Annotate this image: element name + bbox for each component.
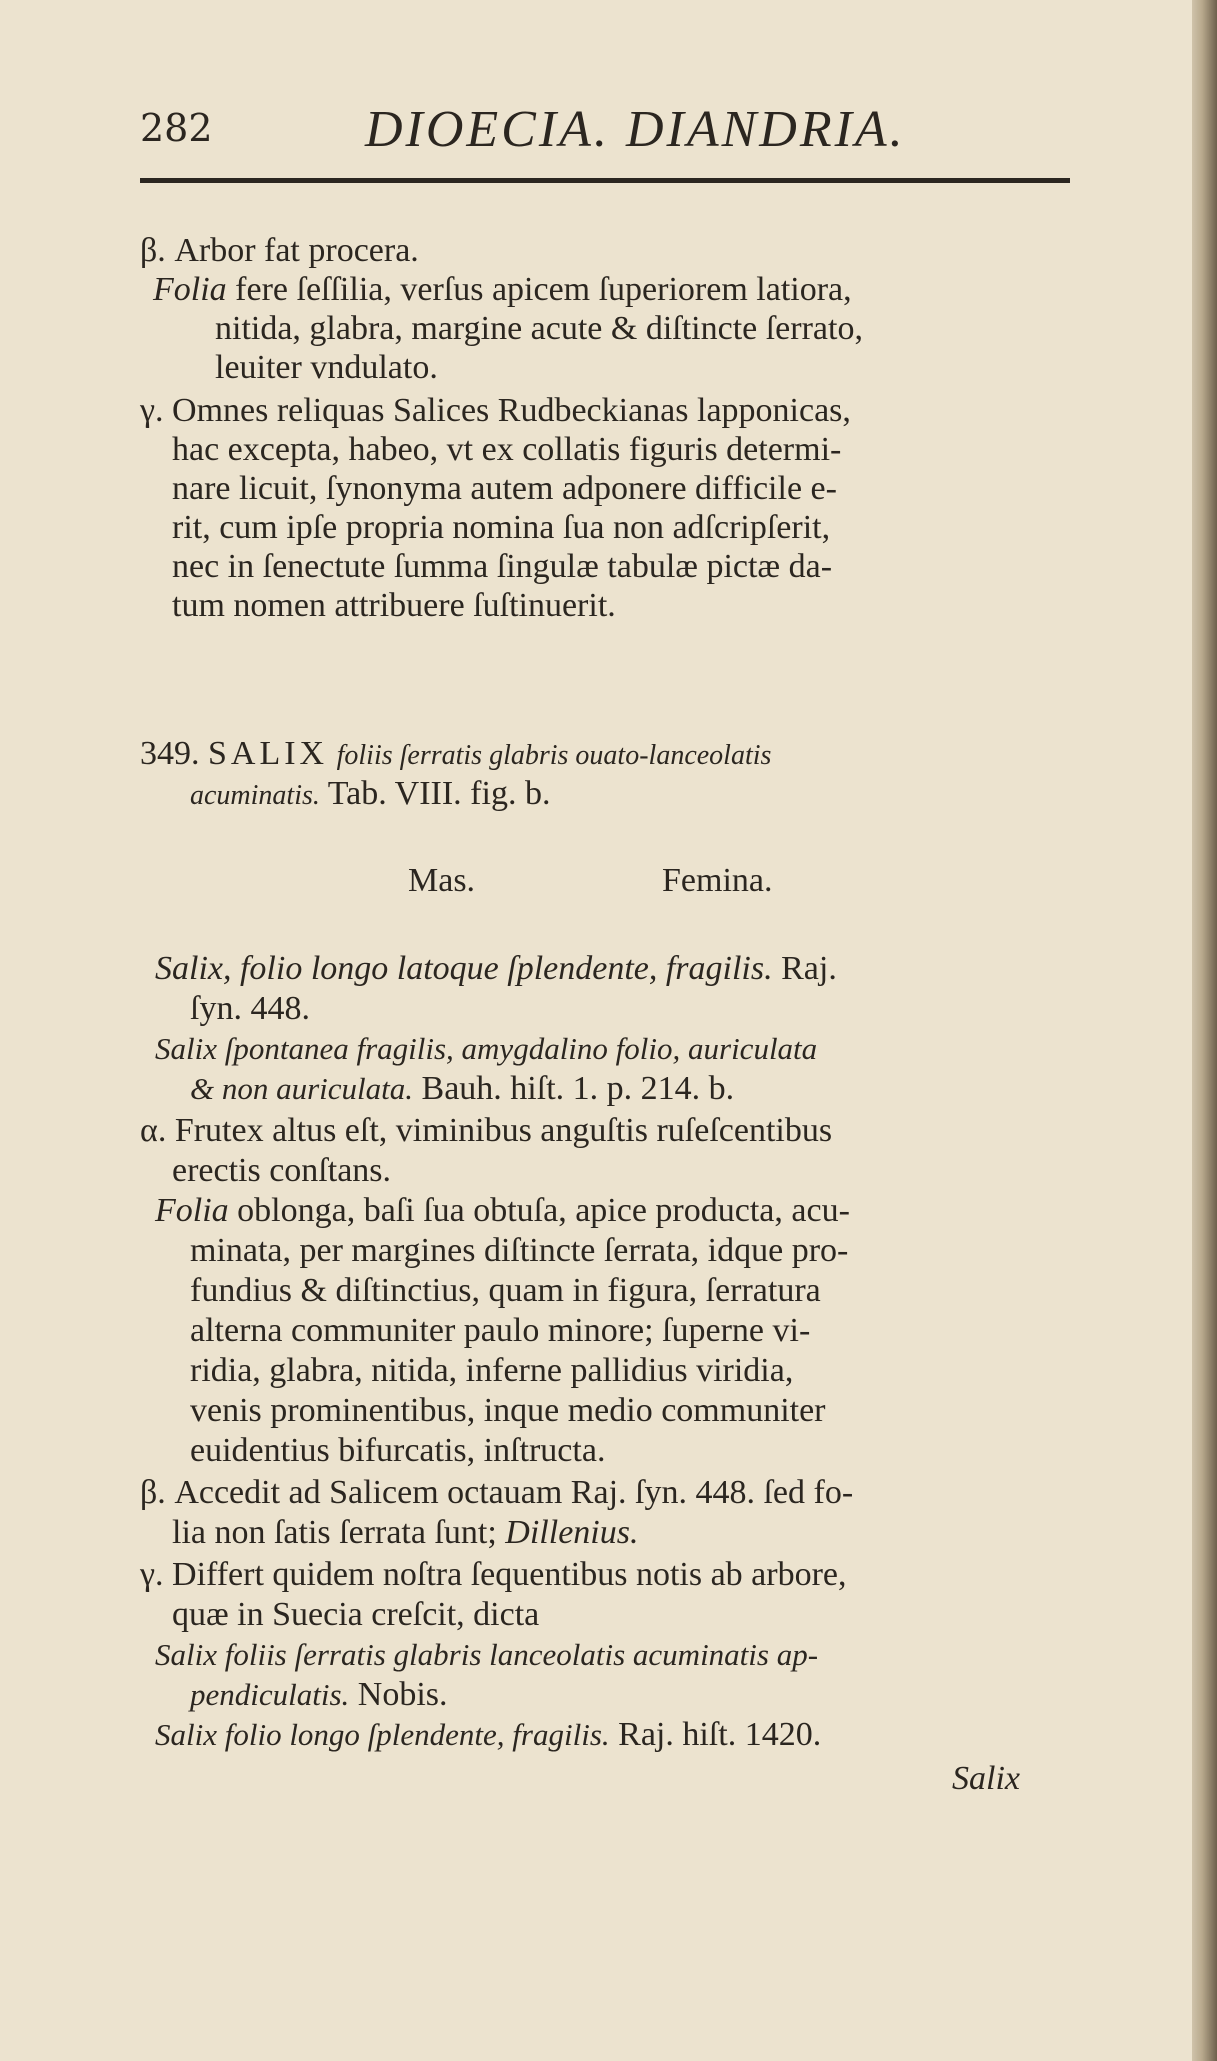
synonym-line: Salix, folio longo latoque ſplendente, fragilis. Raj. (155, 950, 837, 987)
sex-label-female: Femina. (662, 862, 773, 899)
text-line: minata, per margines diſtincte ſerrata, idque pro- (190, 1232, 849, 1269)
text-line: pendiculatis. Nobis. (190, 1676, 448, 1713)
plate-reference: Tab. VIII. fig. b. (327, 775, 551, 812)
text-line: ridia, glabra, nitida, inferne pallidius viridia, (190, 1352, 794, 1389)
text-line: quæ in Suecia creſcit, dicta (172, 1596, 540, 1633)
text-line: hac excepta, habeo, vt ex collatis figuris determi- (172, 431, 842, 468)
text-line: α. Frutex altus eſt, viminibus anguſtis ruſeſcentibus (140, 1112, 833, 1149)
text-line: euidentius bifurcatis, inſtructa. (190, 1432, 606, 1469)
sex-label-male: Mas. (408, 862, 476, 899)
text-line: nitida, glabra, margine acute & diſtincte ſerrato, (215, 310, 863, 347)
text-line: nec in ſenectute ſumma ſingulæ tabulæ pictæ da- (172, 548, 833, 585)
variety-marker: α. (140, 1112, 167, 1149)
text-line: rit, cum ipſe propria nomina ſua non adſcripſerit, (172, 509, 831, 546)
text-line: γ. Differt quidem noſtra ſequentibus notis ab arbore, (140, 1556, 847, 1593)
text-line: Salix foliis ſerratis glabris lanceolatis acuminatis ap- (155, 1637, 819, 1672)
text-line: fundius & diſtinctius, quam in figura, ſerratura (190, 1272, 821, 1309)
text-line: Folia fere ſeſſilia, verſus apicem ſuperiorem latiora, (153, 271, 852, 308)
genus-name: SALIX (208, 735, 329, 772)
book-edge (1192, 0, 1217, 2061)
author-name: Dillenius. (505, 1514, 639, 1551)
text-line: ſyn. 448. (190, 990, 310, 1027)
text-line: & non auriculata. Bauh. hiſt. 1. p. 214. b. (190, 1070, 735, 1107)
variety-marker: β. (140, 232, 166, 269)
text-line: nare licuit, ſynonyma autem adponere difficile e- (172, 470, 837, 507)
text-line: erectis conſtans. (172, 1152, 392, 1189)
text-line: Folia oblonga, baſi ſua obtuſa, apice producta, acu- (155, 1192, 850, 1229)
synonym-line: Salix ſpontanea fragilis, amygdalino folio, auriculata (155, 1031, 818, 1066)
variety-marker: γ. (140, 1556, 164, 1593)
species-entry-heading: 349. SALIX foliis ſerratis glabris ouato-lanceolatis (140, 735, 772, 772)
text-line: acuminatis. Tab. VIII. fig. b. (190, 775, 551, 812)
text-line: tum nomen attribuere ſuſtinuerit. (172, 587, 616, 624)
text-line: lia non ſatis ſerrata ſunt; Dillenius. (172, 1514, 639, 1551)
variety-marker: β. (140, 1474, 166, 1511)
text-line: leuiter vndulato. (215, 349, 438, 386)
page-number: 282 (140, 106, 213, 150)
text-line: β. Arbor fat procera. (140, 232, 419, 269)
catchword: Salix (952, 1760, 1020, 1797)
entry-number: 349. (140, 735, 200, 772)
variety-marker: γ. (140, 392, 164, 429)
text-line: alterna communiter paulo minore; ſuperne vi- (190, 1312, 811, 1349)
running-title: DIOECIA. DIANDRIA. (365, 101, 906, 158)
text-line: β. Accedit ad Salicem octauam Raj. ſyn. 448. ſed fo- (140, 1474, 854, 1511)
text-line: Salix folio longo ſplendente, fragilis. Raj. hiſt. 1420. (155, 1716, 822, 1753)
text-line: venis prominentibus, inque medio communiter (190, 1392, 826, 1429)
text-line: γ. Omnes reliquas Salices Rudbeckianas lapponicas, (140, 392, 851, 429)
